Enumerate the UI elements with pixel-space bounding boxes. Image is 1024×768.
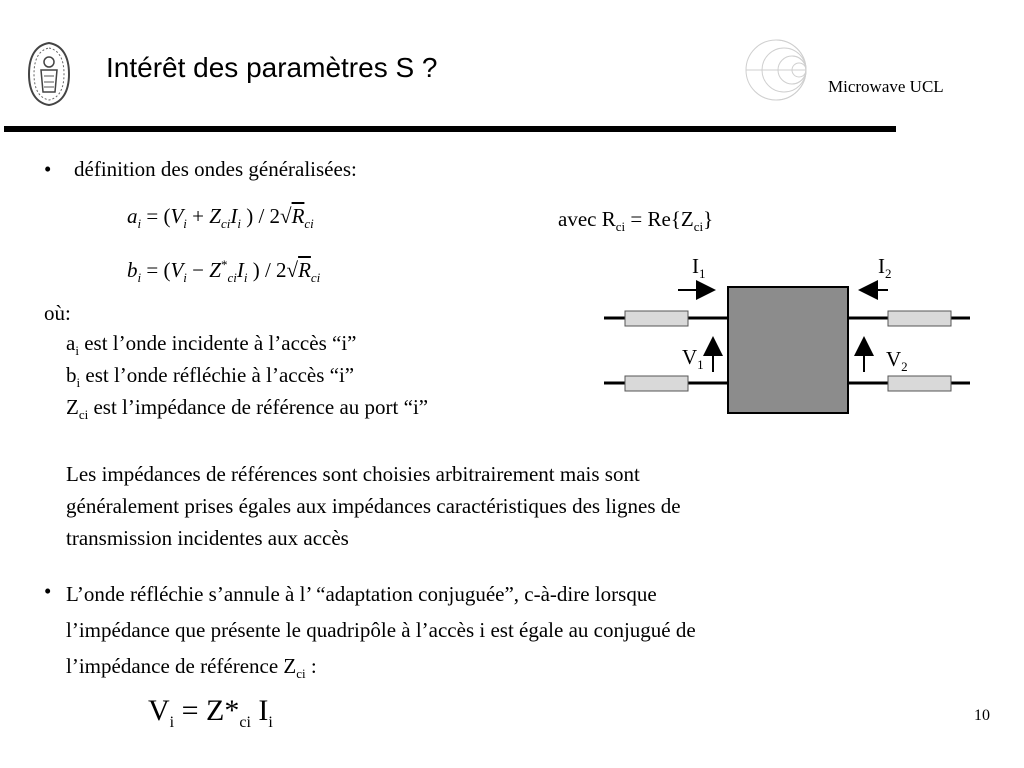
title-divider	[4, 126, 896, 132]
definition-line	[66, 394, 429, 423]
bullet2-text	[66, 576, 696, 684]
bullet2-last-suffix: :	[305, 654, 317, 678]
impedance-paragraph	[66, 458, 681, 554]
label-main: I	[692, 254, 699, 278]
eq-a-r: R	[291, 204, 305, 228]
university-seal-logo	[26, 40, 72, 108]
bullet2-last-sub: ci	[296, 666, 306, 682]
def-symbol-sub: ci	[78, 407, 89, 423]
final-v: V	[148, 694, 170, 727]
smith-chart-icon	[744, 38, 808, 102]
def-symbol: Z	[66, 395, 79, 419]
paragraph-line: généralement prises égales aux impédances caractéristiques des lignes de	[66, 494, 681, 518]
bullet2-last-text: l’impédance de référence Z	[66, 654, 297, 678]
label-main: V	[886, 347, 902, 371]
def-symbol: b	[66, 363, 77, 387]
resistor-icon	[888, 311, 951, 326]
final-i: I	[250, 694, 269, 727]
equation-a	[127, 204, 314, 232]
avec-prefix: avec R	[558, 207, 616, 231]
eq-b-v-sub: i	[183, 270, 187, 286]
eq-b-lhs: b	[127, 258, 138, 282]
eq-a-i-sub: i	[237, 216, 241, 232]
label-sub: 1	[697, 357, 704, 373]
reference-resistance-definition	[558, 206, 714, 235]
voltage-label-1	[682, 344, 704, 373]
eq-b-z-conj: *	[220, 257, 228, 272]
eq-a-lhs-sub: i	[137, 216, 142, 232]
definition-line	[66, 330, 357, 359]
voltage-label-2	[886, 346, 908, 375]
def-symbol-sub: i	[76, 375, 81, 391]
eq-b-z-sub: ci	[227, 270, 237, 286]
page-number: 10	[974, 707, 990, 724]
eq-b-r-sub: ci	[310, 270, 321, 286]
def-text: est l’onde réfléchie à l’accès “i”	[80, 363, 355, 387]
label-sub: 2	[901, 359, 908, 375]
eq-a-eq: = (	[146, 204, 171, 228]
final-z-sub: ci	[239, 714, 251, 731]
final-z: = Z*	[174, 694, 240, 727]
sqrt-icon: √	[280, 204, 292, 228]
eq-b-v: V	[170, 258, 184, 282]
bullet2-line: L’onde réfléchie s’annule à l’ “adaptation conjuguée”, c-à-dire lorsque	[66, 582, 657, 606]
bullet2-line	[66, 648, 696, 684]
eq-b-i-sub: i	[243, 270, 248, 286]
eq-b-z: Z	[209, 258, 221, 282]
eq-a-r-sub: ci	[304, 216, 314, 232]
organization-label: Microwave UCL	[828, 77, 944, 96]
def-text: est l’onde incidente à l’accès “i”	[78, 331, 357, 355]
resistor-icon	[888, 376, 951, 391]
label-main: V	[682, 345, 698, 369]
avec-sub1: ci	[615, 219, 626, 235]
final-v-sub: i	[169, 714, 175, 731]
eq-a-z-sub: ci	[220, 216, 231, 232]
def-text: est l’impédance de référence au port “i”	[88, 395, 429, 419]
bullet2-line: l’impédance que présente le quadripôle à l’accès i est égale au conjugué de	[66, 618, 696, 642]
label-sub: 1	[699, 266, 706, 282]
port1-lines	[604, 318, 728, 383]
two-port-diagram	[590, 250, 990, 430]
port2-lines	[848, 318, 970, 383]
resistor-icon	[625, 376, 688, 391]
eq-a-tail: ) / 2	[246, 204, 281, 228]
sqrt-icon: √	[286, 258, 299, 282]
network-box	[728, 287, 848, 413]
def-symbol: a	[66, 331, 76, 355]
current-label-2	[878, 253, 892, 282]
eq-a-i: I	[230, 204, 238, 228]
avec-suffix: }	[703, 207, 714, 231]
bullet-text: définition des ondes généralisées:	[74, 157, 357, 181]
eq-b-r: R	[298, 258, 311, 282]
eq-a-z: Z	[209, 204, 221, 228]
eq-a-v: V	[170, 204, 184, 228]
resistor-icon	[625, 311, 688, 326]
eq-b-tail: ) / 2	[252, 258, 287, 282]
def-symbol-sub: i	[75, 343, 79, 359]
bullet-marker: •	[44, 579, 52, 603]
current-label-1	[692, 253, 706, 282]
bullet-marker: •	[44, 157, 52, 181]
final-i-sub: i	[268, 714, 273, 731]
eq-a-v-sub: i	[183, 216, 187, 232]
eq-b-lhs-sub: i	[137, 270, 142, 286]
paragraph-line: Les impédances de références sont choisies arbitrairement mais sont	[66, 462, 640, 486]
definition-line	[66, 362, 355, 391]
eq-b-op: −	[192, 258, 205, 282]
eq-b-eq: = (	[146, 258, 171, 282]
avec-mid: = Re{Z	[625, 207, 694, 231]
label-sub: 2	[885, 266, 892, 282]
slide-title: Intérêt des paramètres S ?	[106, 52, 438, 83]
equation-b	[127, 257, 321, 286]
label-main: I	[878, 254, 885, 278]
avec-sub2: ci	[693, 219, 704, 235]
conjugate-match-equation	[148, 694, 273, 732]
where-label: où:	[44, 301, 71, 325]
eq-a-op: +	[192, 204, 205, 228]
eq-a-lhs: a	[127, 204, 138, 228]
eq-b-i: I	[236, 258, 244, 282]
paragraph-line: transmission incidentes aux accès	[66, 526, 349, 550]
